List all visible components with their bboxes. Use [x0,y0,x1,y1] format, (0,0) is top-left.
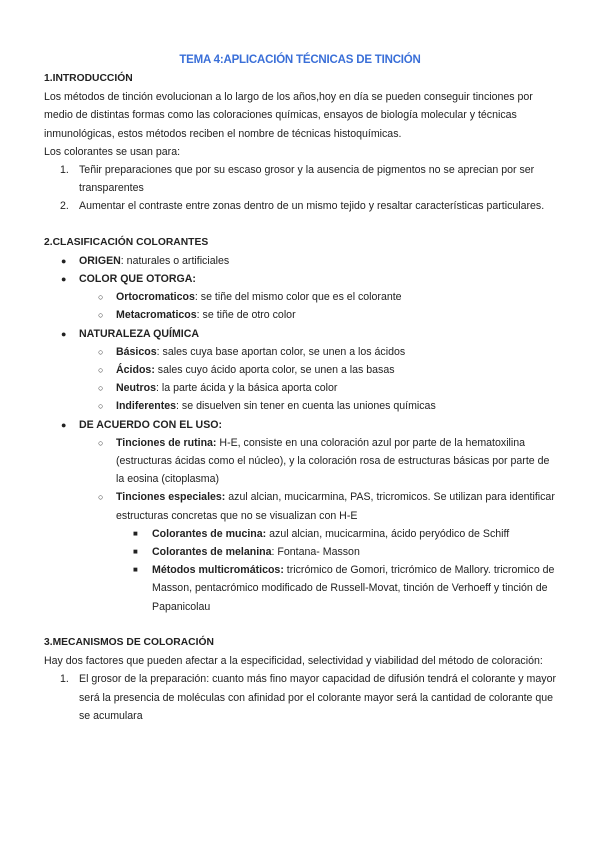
classification-color [44,270,560,288]
list-item [44,343,560,361]
term-label: Tinciones especiales: [116,491,226,504]
term-text: : naturales o artificiales [120,254,230,267]
term-text: : se tiñe del mismo color que es el colorante [194,291,402,304]
list-number: 2. [60,200,69,213]
bullet-circle-icon: ○ [98,401,104,412]
term-text: azul alcian, mucicarmina, ácido peryódico de Schiff [266,527,510,540]
term-text: : la parte ácida y la básica aporta color [156,382,338,395]
list-item-text: El grosor de la preparación: cuanto más fino mayor capacidad de difusión tendrá el colorante y mayor será la presencia de moléculas con afinidad por el colorante mayor será la cantidad de colorante que se acumulara [79,673,556,722]
term-label: Neutros [116,382,157,395]
classification-uso [44,416,560,434]
section-heading-clasificacion: 2.CLASIFICACIÓN COLORANTES [44,236,209,248]
bullet-square-icon: ■ [133,565,138,575]
bullet-disc-icon: ● [61,419,67,430]
classification-origen [44,252,560,270]
term-label: Métodos multicromáticos: [152,564,284,577]
term-text: : sales cuya base aportan color, se unen a los ácidos [156,345,406,358]
term-label: Colorantes de mucina: [152,527,267,540]
bullet-circle-icon: ○ [98,310,104,321]
bullet-circle-icon: ○ [98,346,104,357]
bullet-disc-icon: ● [61,255,67,266]
list-number: 1. [60,164,69,177]
term-label: Ortocromaticos [116,291,195,304]
classification-naturaleza [44,325,560,343]
term-text: H-E, consiste en una coloración azul por parte de la hematoxilina (estructuras ácidas como el núcleo), y la coloración rosa de estructuras básicas por parte de la eosina (citoplasma) [116,436,550,486]
bullet-disc-icon: ● [61,274,67,285]
term-text: tricrómico de Gomori, tricrómico de Mallory. tricromico de Masson, pentacrómico modificado de Russell-Movat, tinción de Verhoeff y tinción de Papanicolau [152,564,555,613]
section-heading-mecanismos: 3.MECANISMOS DE COLORACIÓN [44,636,214,648]
list-item-text: Teñir preparaciones que por su escaso grosor y la ausencia de pigmentos no se aprecian por ser transparentes [79,164,535,195]
bullet-circle-icon: ○ [98,292,104,303]
term-label: Metacromaticos [116,309,197,322]
term-text: sales cuyo ácido aporta color, se unen a las basas [154,364,395,377]
term-label: Ácidos: [116,364,155,377]
term-label: NATURALEZA QUÍMICA [79,327,200,340]
uses-intro: Los colorantes se usan para: [44,145,181,158]
list-item [44,397,560,415]
term-label: Básicos [116,345,157,358]
term-label: DE ACUERDO CON EL USO: [79,418,223,431]
term-text: azul alcian, mucicarmina, PAS, tricromicos. Se utilizan para identificar estructuras concretas que no se visualizan con H-E [116,491,555,522]
section-heading-introduccion: 1.INTRODUCCIÓN [44,73,133,84]
list-item-text: Aumentar el contraste entre zonas dentro de un mismo tejido y resaltar características particulares. [79,200,545,213]
document-body [44,70,560,725]
list-item [44,434,560,489]
list-item [44,197,560,215]
list-item [44,561,560,616]
list-item [44,361,560,379]
list-item [44,161,560,197]
intro-paragraph: Los métodos de tinción evolucionan a lo largo de los años,hoy en día se pueden conseguir tinciones por medio de distintas formas como las coloraciones químicas, ensayos de biología molecular y técnicas inmunológicas, estos métodos reciben el nombre de técnicas histoquímicas. [44,91,533,140]
list-item [44,525,560,543]
bullet-disc-icon: ● [61,328,67,339]
term-label: Indiferentes [116,400,177,413]
term-text: : se disuelven sin tener en cuenta las uniones químicas [176,400,436,413]
mechanisms-paragraph: Hay dos factores que pueden afectar a la especificidad, selectividad y viabilidad del método de coloración: [44,655,543,668]
list-item [44,288,560,306]
list-item [44,379,560,397]
list-item [44,488,560,524]
bullet-circle-icon: ○ [98,365,104,376]
document-title: TEMA 4:APLICACIÓN TÉCNICAS DE TINCIÓN [179,54,421,66]
bullet-square-icon: ■ [133,528,138,538]
term-text: : Fontana- Masson [271,546,360,559]
list-item [44,670,560,725]
list-item [44,543,560,561]
bullet-circle-icon: ○ [98,492,104,503]
term-label: Colorantes de melanina [152,546,272,559]
list-item [44,306,560,324]
term-label: COLOR QUE OTORGA: [79,273,196,286]
bullet-circle-icon: ○ [98,383,104,394]
bullet-circle-icon: ○ [98,437,104,448]
term-label: Tinciones de rutina: [116,436,217,449]
term-text: : se tiñe de otro color [196,309,296,322]
uses-list [44,161,560,216]
mechanisms-list [44,670,560,725]
bullet-square-icon: ■ [133,547,138,557]
classification-list [44,252,560,616]
list-number: 1. [60,673,69,686]
term-label: ORIGEN [79,254,121,267]
